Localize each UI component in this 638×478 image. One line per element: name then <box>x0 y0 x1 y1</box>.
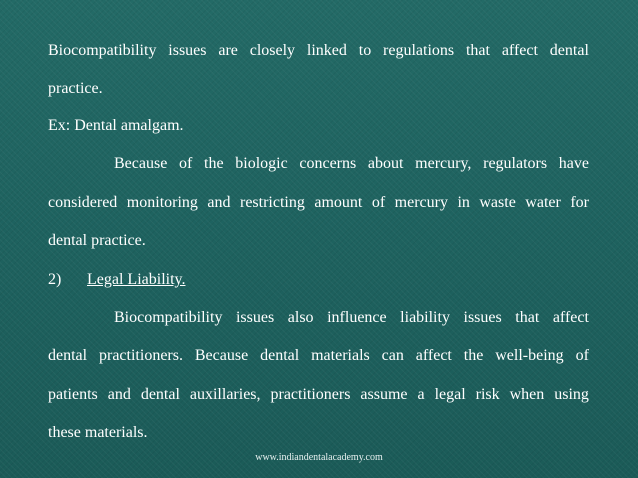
word: the <box>204 155 224 172</box>
word: well-being <box>495 347 564 364</box>
paragraph-line-8 <box>48 385 589 405</box>
word: have <box>558 155 589 172</box>
word: legal <box>434 386 466 403</box>
word: are <box>218 42 238 59</box>
word: concerns <box>299 155 357 172</box>
word: waste <box>479 194 516 211</box>
word: amount <box>314 194 363 211</box>
word: affect <box>501 42 538 59</box>
paragraph-line-4 <box>48 193 589 213</box>
word: mercury <box>394 194 448 211</box>
footer-url: www.indiandentalacademy.com <box>255 452 383 463</box>
word: and <box>207 194 231 211</box>
example-line: Ex: Dental amalgam. <box>48 117 184 134</box>
word: risk <box>475 386 500 403</box>
word: for <box>570 194 589 211</box>
word: regulators <box>483 155 548 172</box>
paragraph-line-6 <box>114 308 589 328</box>
word: Biocompatibility <box>114 309 223 326</box>
word: affect <box>415 347 452 364</box>
word: restricting <box>239 194 305 211</box>
paragraph-line-2: practice. <box>48 80 103 97</box>
word: affect <box>552 309 589 326</box>
paragraph-line-5: dental practice. <box>48 232 146 249</box>
word: considered <box>48 194 118 211</box>
word: assume <box>360 386 408 403</box>
word: materials <box>311 347 370 364</box>
word: influence <box>327 309 387 326</box>
word: issues <box>168 42 207 59</box>
list-item-heading: Legal Liability. <box>87 271 186 288</box>
word: and <box>107 386 131 403</box>
paragraph-line-9: these materials. <box>48 424 148 441</box>
word: a <box>417 386 425 403</box>
word: when <box>509 386 545 403</box>
word: issues <box>235 309 275 326</box>
word: that <box>465 42 490 59</box>
word: dental <box>260 347 300 364</box>
word: dental <box>140 386 180 403</box>
word: also <box>287 309 314 326</box>
list-item-legal-liability <box>48 270 589 290</box>
word: the <box>463 347 484 364</box>
word: Because <box>114 155 168 172</box>
word: Biocompatibility <box>48 42 157 59</box>
word: mercury, <box>415 155 472 172</box>
word: linked <box>306 42 347 59</box>
word: practitioners. <box>99 347 183 364</box>
paragraph-line-7 <box>48 346 589 366</box>
word: of <box>575 347 589 364</box>
word: dental <box>549 42 589 59</box>
word: water <box>525 194 561 211</box>
word: issues <box>463 309 502 326</box>
paragraph-line-1 <box>48 41 589 61</box>
paragraph-line-3 <box>114 154 589 174</box>
word: of <box>179 155 193 172</box>
word: liability <box>400 309 450 326</box>
word: closely <box>249 42 296 59</box>
word: Because <box>194 347 249 364</box>
word: that <box>515 309 540 326</box>
word: in <box>457 194 470 211</box>
word: biologic <box>235 155 288 172</box>
word: auxillaries, <box>189 386 261 403</box>
word: monitoring <box>126 194 198 211</box>
word: of <box>371 194 386 211</box>
word: can <box>381 347 404 364</box>
word: patients <box>48 386 98 403</box>
list-item-number: 2) <box>48 271 62 288</box>
word: about <box>367 155 404 172</box>
word: practitioners <box>270 386 351 403</box>
word: to <box>358 42 372 59</box>
word: using <box>554 386 589 403</box>
word: dental <box>48 347 88 364</box>
word: regulations <box>383 42 455 59</box>
